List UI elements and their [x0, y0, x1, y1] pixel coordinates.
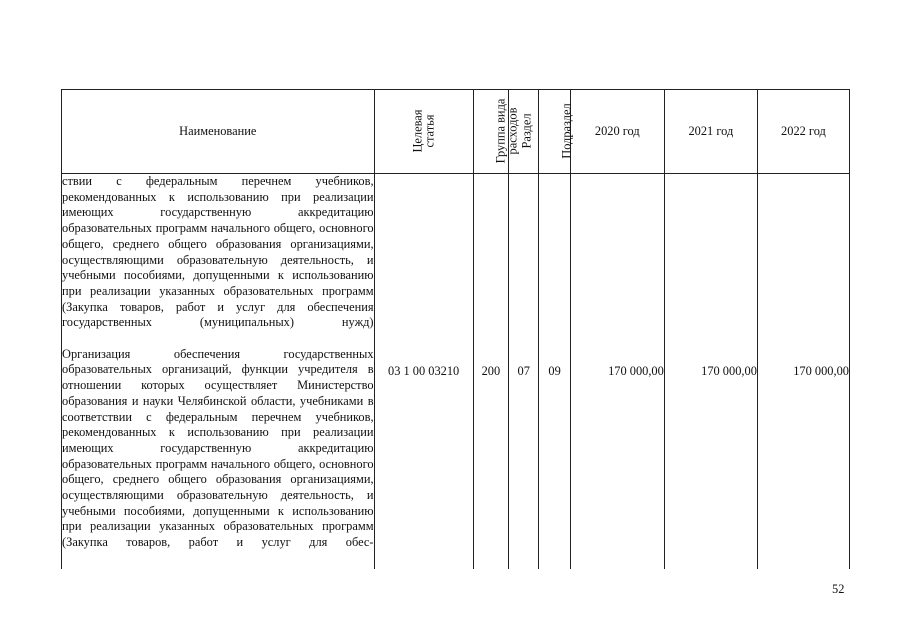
name-paragraph-1: ствии с федеральным перечнем учебников, рекомендованных к использованию при реализации имеющих государственную аккредитацию образовательных программ начального общего, основного общего, среднего общего образования организациями, осуществляющими образовательную деятельность, и учебными пособиями, допущенными к использованию при реализации указанных образовательных программ (Закупка товаров, работ и услуг для обеспечения государственных (муниципальных) нужд) — [62, 174, 374, 330]
header-2020: 2020 год — [570, 90, 664, 174]
cell-name — [62, 174, 375, 570]
table-header-row — [62, 90, 850, 174]
cell-2020: 170 000,00 — [570, 174, 664, 570]
page-number: 52 — [832, 582, 845, 596]
table-row — [62, 174, 850, 570]
header-section: Раздел — [509, 90, 539, 174]
header-2021: 2021 год — [664, 90, 757, 174]
budget-table — [61, 89, 850, 569]
header-expense-group: Группа вида расходов — [473, 90, 508, 174]
cell-expense-group: 200 — [473, 174, 508, 570]
header-name: Наименование — [62, 90, 375, 174]
name-paragraph-2: Организация обеспечения государственных образовательных организаций, функции учредителя в отношении которых осуществляет Министерство образования и науки Челябинской области, учебниками в соответствии с федеральным перечнем учебников, рекомендованных к использованию при реализации имеющих государственную аккредитацию образовательных программ начального общего, основного общего, среднего общего образования организациями, осуществляющими образовательную деятельность, и учебными пособиями, допущенными к использованию при реализации указанных образовательных программ (Закупка товаров, работ и услуг для обес- — [62, 346, 374, 550]
header-2022: 2022 год — [757, 90, 849, 174]
cell-target-article: 03 1 00 03210 — [374, 174, 473, 570]
header-subsection: Подраздел — [539, 90, 570, 174]
cell-section: 07 — [509, 174, 539, 570]
cell-2021: 170 000,00 — [664, 174, 757, 570]
header-target-article: Целевая статья — [374, 90, 473, 174]
cell-subsection: 09 — [539, 174, 570, 570]
cell-2022: 170 000,00 — [757, 174, 849, 570]
